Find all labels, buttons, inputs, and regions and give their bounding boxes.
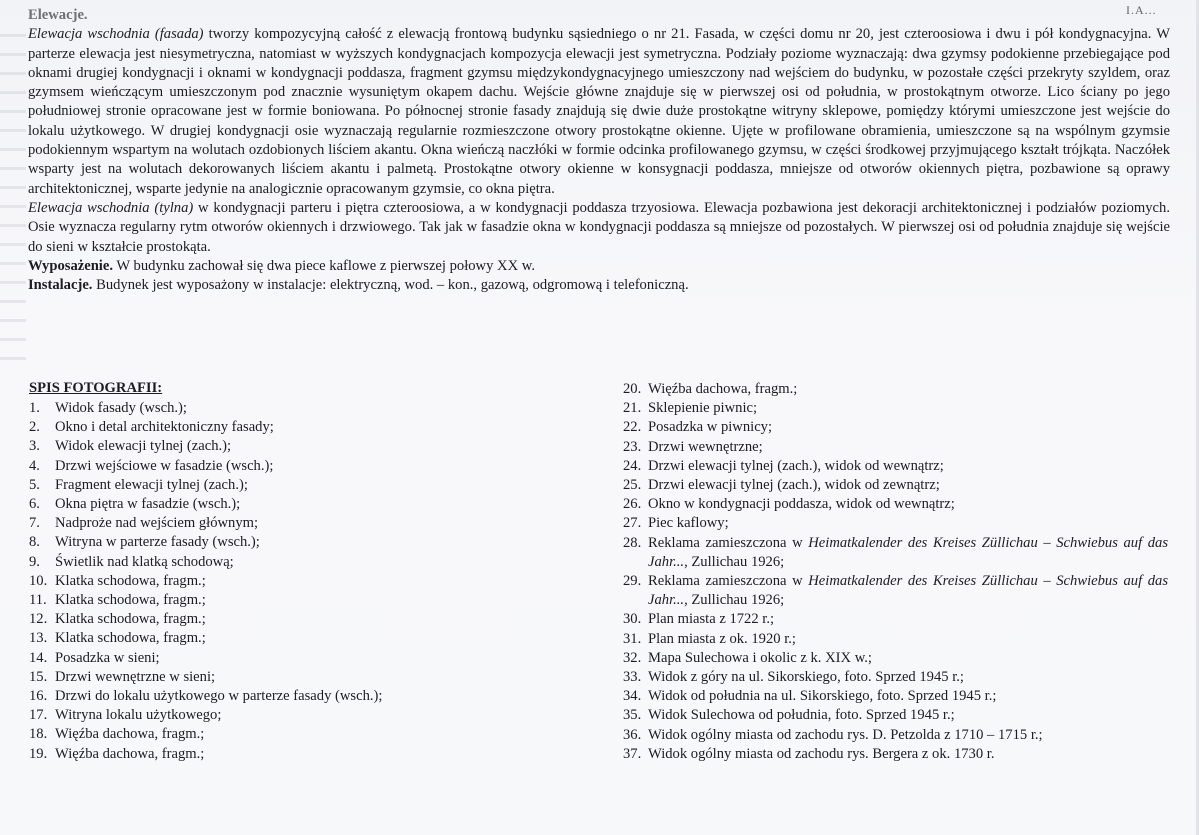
photo-item-text: Widok ogólny miasta od zachodu rys. Bergera z ok. 1730 r. [648, 745, 995, 762]
photo-list-item [623, 726, 1168, 745]
photo-list-item [29, 591, 449, 610]
photo-list-item [623, 687, 1168, 706]
photo-item-text: Widok z góry na ul. Sikorskiego, foto. Sprzed 1945 r.; [648, 669, 964, 686]
photo-item-number: 6. [29, 496, 40, 513]
photo-list-item [623, 668, 1168, 687]
photo-item-text: Widok ogólny miasta od zachodu rys. D. Petzolda z 1710 – 1715 r.; [648, 726, 1043, 743]
photo-item-text: Fragment elewacji tylnej (zach.); [55, 476, 248, 493]
photo-list-item [29, 706, 449, 725]
paragraph-installations [28, 276, 1170, 295]
photo-item-text: Plan miasta z ok. 1920 r.; [648, 630, 796, 647]
photo-list-item [29, 725, 449, 744]
photo-item-number: 33. [623, 669, 642, 686]
photo-list-item [29, 745, 449, 764]
photo-item-number: 1. [29, 400, 40, 416]
photo-list-item [29, 687, 449, 706]
paragraph-east-facade [28, 25, 1170, 199]
photo-item-text: Drzwi do lokalu użytkowego w parterze fasady (wsch.); [55, 688, 383, 705]
photo-item-text-pre: Reklama zamieszczona w [648, 573, 809, 590]
photo-list-item [623, 610, 1168, 629]
photo-item-text: Drzwi wewnętrzne w sieni; [55, 668, 216, 685]
photo-item-text: Okno w kondygnacji poddasza, widok od wewnątrz; [648, 496, 955, 513]
photo-item-number: 25. [623, 477, 642, 494]
photo-list-item [29, 553, 449, 572]
photo-list-item [623, 399, 1168, 418]
photo-item-number: 23. [623, 438, 642, 455]
photo-item-number: 9. [29, 553, 40, 570]
photo-list-item [29, 476, 449, 495]
photo-item-text: Sklepienie piwnic; [648, 400, 758, 417]
photo-item-number: 10. [29, 572, 48, 589]
section-heading-elevations: Elewacje. [28, 7, 88, 23]
rear-elevation-label: Elewacja wschodnia (tylna) [28, 199, 194, 216]
photo-item-text: Świetlik nad klatką schodową; [55, 553, 234, 570]
photo-item-text-pre: Reklama zamieszczona w [648, 534, 809, 551]
equipment-label: Wyposażenie. [28, 257, 113, 274]
paragraph-equipment [28, 257, 1170, 276]
installations-label: Instalacje. [28, 277, 93, 294]
photo-item-text: Klatka schodowa, fragm.; [55, 572, 206, 589]
photo-item-number: 24. [623, 457, 642, 474]
photo-list-item [29, 649, 449, 668]
photo-item-number: 21. [623, 400, 642, 417]
facade-text: tworzy kompozycyjną całość z elewacją frontową budynku sąsiedniego o nr 21. Fasada, w części domu nr 20, jest czteroosiowa i dwu i pół kondygnacyjna. W parterze elewacja jest niesymetryczna, natomiast w wyższych kondygnacjach kompozycja elewacji jest symetryczna. Podziały poziome wyznaczają: dwa gzymsy podokienne przebiegające pod oknami drugiej kondygnacji i oknami w kondygnacji poddasza, fragment gzymsu międzykondygnacyjnego umieszczony nad wejściem do budynku, w pozostałe części przekryty szyldem, oraz gzymsem wieńczącym umieszczonym pod znacznie wysuniętym okapem dachu. Wejście główne znajduje się w pierwszej osi od południa, w prostokątnym otworze. Lico ściany po jego południowej stronie opracowane jest w formie boniowana. Po północnej stronie fasady znajdują się dwie duże prostokątne witryny sklepowe, pomiędzy którymi umieszczone jest wejście do lokalu użytkowego. W drugiej kondygnacji osie wyznaczają regularnie rozmieszczone otwory prostokątne okienne. Ujęte w profilowane obramienia, umieszczone są na wspólnym gzymsie podokiennym wspartym na wolutach ozdobionych liściem akantu. Okna wieńczą naczłóki w formie odcinka profilowanego gzymsu, w części środkowej przyjmującego kształt trójkąta. Naczółek wsparty jest na wolutach dekorowanych liściem akantu i palmetą. Prostokątne otwory okienne w konsygnacji poddasza, mniejsze od otworów okiennych piętra, pozbawione są oprawy architektonicznej, wsparte jedynie na analogicznie opracowanym gzymsie, co okna piętra. [28, 26, 1170, 197]
photo-item-text: Widok Sulechowa od południa, foto. Sprzed 1945 r.; [648, 707, 955, 724]
photo-item-number: 8. [29, 534, 40, 551]
photo-list-item [623, 495, 1168, 514]
photo-item-number: 11. [29, 592, 47, 609]
photo-item-number: 3. [29, 438, 40, 455]
photo-list-item [623, 457, 1168, 476]
page-stamp: I.A... [1126, 3, 1157, 17]
photo-item-text: Piec kaflowy; [648, 515, 729, 532]
photo-item-number: 27. [623, 515, 642, 532]
facade-label: Elewacja wschodnia (fasada) [28, 26, 204, 43]
photo-item-number: 5. [29, 476, 40, 493]
photo-list-item [623, 706, 1168, 725]
photo-item-text: Mapa Sulechowa i okolic z k. XIX w.; [648, 649, 872, 666]
photo-list-item [623, 572, 1168, 610]
photo-item-number: 18. [29, 726, 48, 743]
equipment-text: W budynku zachował się dwa piece kaflowe z pierwszej połowy XX w. [113, 257, 536, 274]
photo-list-item [623, 534, 1168, 572]
photo-item-text-post: , Zullichau 1926; [684, 592, 785, 609]
photo-item-number: 35. [623, 707, 642, 724]
photo-item-text: Okno i detal architektoniczny fasady; [55, 419, 274, 436]
photo-item-number: 17. [29, 707, 48, 724]
photo-item-number: 30. [623, 611, 642, 628]
photo-item-number: 31. [623, 630, 642, 647]
photo-item-text: Więźba dachowa, fragm.; [648, 381, 798, 397]
photo-item-number: 2. [29, 419, 40, 436]
photo-item-number: 13. [29, 630, 48, 647]
photo-item-number: 34. [623, 688, 642, 705]
photo-item-number: 37. [623, 745, 642, 762]
photo-item-text: Nadproże nad wejściem głównym; [55, 515, 259, 532]
photo-item-number: 26. [623, 496, 642, 513]
photo-list-right [623, 380, 1168, 764]
photo-item-text [648, 534, 1168, 572]
photo-item-number: 28. [623, 534, 642, 551]
photo-item-number: 32. [623, 649, 642, 666]
photo-item-number: 16. [29, 688, 48, 705]
photo-item-number: 12. [29, 611, 48, 628]
photo-item-text: Widok elewacji tylnej (zach.); [55, 438, 232, 455]
photo-item-text: Posadzka w sieni; [55, 649, 160, 666]
photo-list-item [623, 380, 1168, 399]
photo-list-item [29, 629, 449, 648]
photo-list-item [29, 572, 449, 591]
photo-item-number: 7. [29, 515, 40, 532]
photo-item-text: Plan miasta z 1722 r.; [648, 611, 775, 628]
photo-item-source-title: Heimatkalender des Kreises Züllichau – Schwiebus auf das Jahr... [648, 573, 1169, 609]
photo-item-number: 4. [29, 457, 40, 474]
photo-list-item [29, 437, 449, 456]
photo-list-item [623, 438, 1168, 457]
photo-list-left [29, 399, 449, 764]
photo-item-text: Więźba dachowa, fragm.; [55, 745, 205, 762]
photo-list-item [29, 399, 449, 418]
photo-item-text-post: , Zullichau 1926; [684, 553, 785, 570]
photo-item-text: Okna piętra w fasadzie (wsch.); [55, 496, 241, 513]
photo-list-item [29, 668, 449, 687]
photo-item-number: 19. [29, 745, 48, 762]
photo-list-title: SPIS FOTOGRAFII: [29, 380, 163, 396]
photo-list-item [29, 533, 449, 552]
photo-list-item [29, 418, 449, 437]
photo-item-text: Klatka schodowa, fragm.; [55, 611, 206, 628]
photo-list-item [29, 610, 449, 629]
photo-item-number: 20. [623, 381, 642, 397]
photo-item-number: 15. [29, 668, 48, 685]
photo-item-text: Drzwi wewnętrzne; [648, 438, 763, 455]
scan-margin-artifacts [0, 20, 26, 360]
photo-list-item [623, 649, 1168, 668]
photo-list-item [623, 514, 1168, 533]
rear-elevation-text: w kondygnacji parteru i piętra czteroosiowa, a w kondygnacji poddasza trzyosiowa. Elewacja pozbawiona jest dekoracji architektonicznej i podziałów poziomych. Osie wyznacza regularny rytm otworów okiennych i drzwiowego. Tak jak w fasadzie okna w kondygnacji poddasza są mniejsze od pozostałych. W pierwszej osi od południa znajduje się wejście do sieni w kształcie prostokąta. [28, 199, 1170, 255]
photo-item-number: 29. [623, 573, 642, 590]
photo-item-text: Widok od południa na ul. Sikorskiego, foto. Sprzed 1945 r.; [648, 688, 997, 705]
paragraph-rear-elevation [28, 199, 1170, 257]
photo-item-text: Drzwi wejściowe w fasadzie (wsch.); [55, 457, 274, 474]
photo-item-text: Klatka schodowa, fragm.; [55, 630, 206, 647]
photo-item-text: Klatka schodowa, fragm.; [55, 592, 206, 609]
photo-list-item [623, 476, 1168, 495]
photo-item-text: Drzwi elewacji tylnej (zach.), widok od wewnątrz; [648, 457, 944, 474]
photo-list-item [29, 457, 449, 476]
photo-item-source-title: Heimatkalender des Kreises Züllichau – Schwiebus auf das Jahr... [648, 534, 1169, 570]
photo-list-item [623, 418, 1168, 437]
photo-item-text: Więźba dachowa, fragm.; [55, 726, 205, 743]
photo-item-text [648, 572, 1168, 610]
photo-list-item [623, 745, 1168, 764]
photo-list-item [29, 514, 449, 533]
photo-item-text: Witryna w parterze fasady (wsch.); [55, 534, 260, 551]
photo-item-number: 14. [29, 649, 48, 666]
photo-item-text: Drzwi elewacji tylnej (zach.), widok od zewnątrz; [648, 477, 940, 494]
elevations-section [28, 6, 1170, 295]
photo-item-number: 22. [623, 419, 642, 436]
photo-item-text: Posadzka w piwnicy; [648, 419, 773, 436]
installations-text: Budynek jest wyposażony w instalacje: elektryczną, wod. – kon., gazową, odgromową i telefoniczną. [92, 277, 689, 294]
photo-item-text: Widok fasady (wsch.); [55, 400, 187, 416]
photo-list-item [623, 630, 1168, 649]
photo-item-text: Witryna lokalu użytkowego; [55, 707, 222, 724]
photo-list-item [29, 495, 449, 514]
photo-item-number: 36. [623, 726, 642, 743]
